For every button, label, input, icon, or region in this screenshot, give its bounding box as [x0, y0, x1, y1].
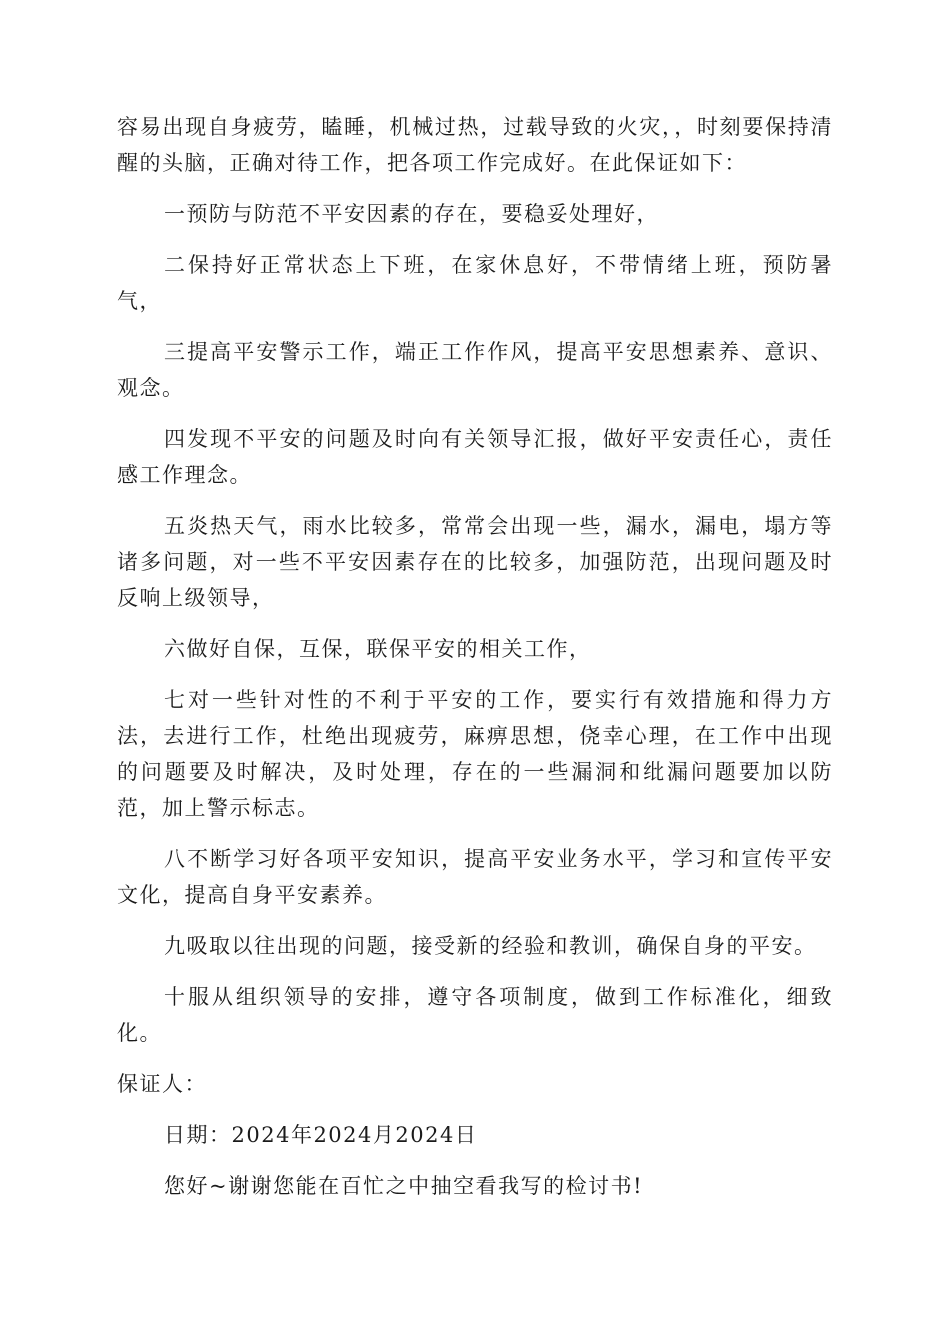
- date-line: 日期：2024年2024月2024日: [164, 1123, 478, 1147]
- guarantee-item-7: 七对一些针对性的不利于平安的工作，要实行有效措施和得力方法，去进行工作，杜绝出现疲劳，麻痹思想，侥幸心理，在工作中出现的问题要及时解决，及时处理，存在的一些漏洞和纰漏问题要加以防范，加上警示标志。: [117, 688, 833, 820]
- guarantee-item-6: 六做好自保，互保，联保平安的相关工作，: [164, 637, 592, 661]
- guarantee-item-8: 八不断学习好各项平安知识，提高平安业务水平，学习和宣传平安文化，提高自身平安素养。: [117, 847, 833, 907]
- guarantee-item-1: 一预防与防范不平安因素的存在，要稳妥处理好，: [164, 202, 659, 226]
- closing-line: 您好~谢谢您能在百忙之中抽空看我写的检讨书!: [164, 1174, 644, 1198]
- intro-paragraph: 容易出现自身疲劳，瞌睡，机械过热，过载导致的火灾，，时刻要保持清醒的头脑，正确对待工作，把各项工作完成好。在此保证如下：: [117, 115, 833, 175]
- guarantee-item-5: 五炎热天气，雨水比较多，常常会出现一些，漏水，漏电，塌方等诸多问题，对一些不平安因素存在的比较多，加强防范，出现问题及时反响上级领导，: [117, 514, 833, 610]
- guarantee-item-4: 四发现不平安的问题及时向有关领导汇报，做好平安责任心，责任感工作理念。: [117, 427, 833, 487]
- guarantee-item-3: 三提高平安警示工作，端正工作作风，提高平安思想素养、意识、观念。: [117, 340, 833, 400]
- guarantee-item-2: 二保持好正常状态上下班，在家休息好，不带情绪上班，预防暑气，: [117, 253, 833, 313]
- guarantee-item-9: 九吸取以往出现的问题，接受新的经验和教训，确保自身的平安。: [164, 934, 817, 958]
- guarantor-label: 保证人：: [117, 1072, 207, 1096]
- guarantee-item-10: 十服从组织领导的安排，遵守各项制度，做到工作标准化，细致化。: [117, 985, 833, 1045]
- document-body: [117, 109, 833, 1219]
